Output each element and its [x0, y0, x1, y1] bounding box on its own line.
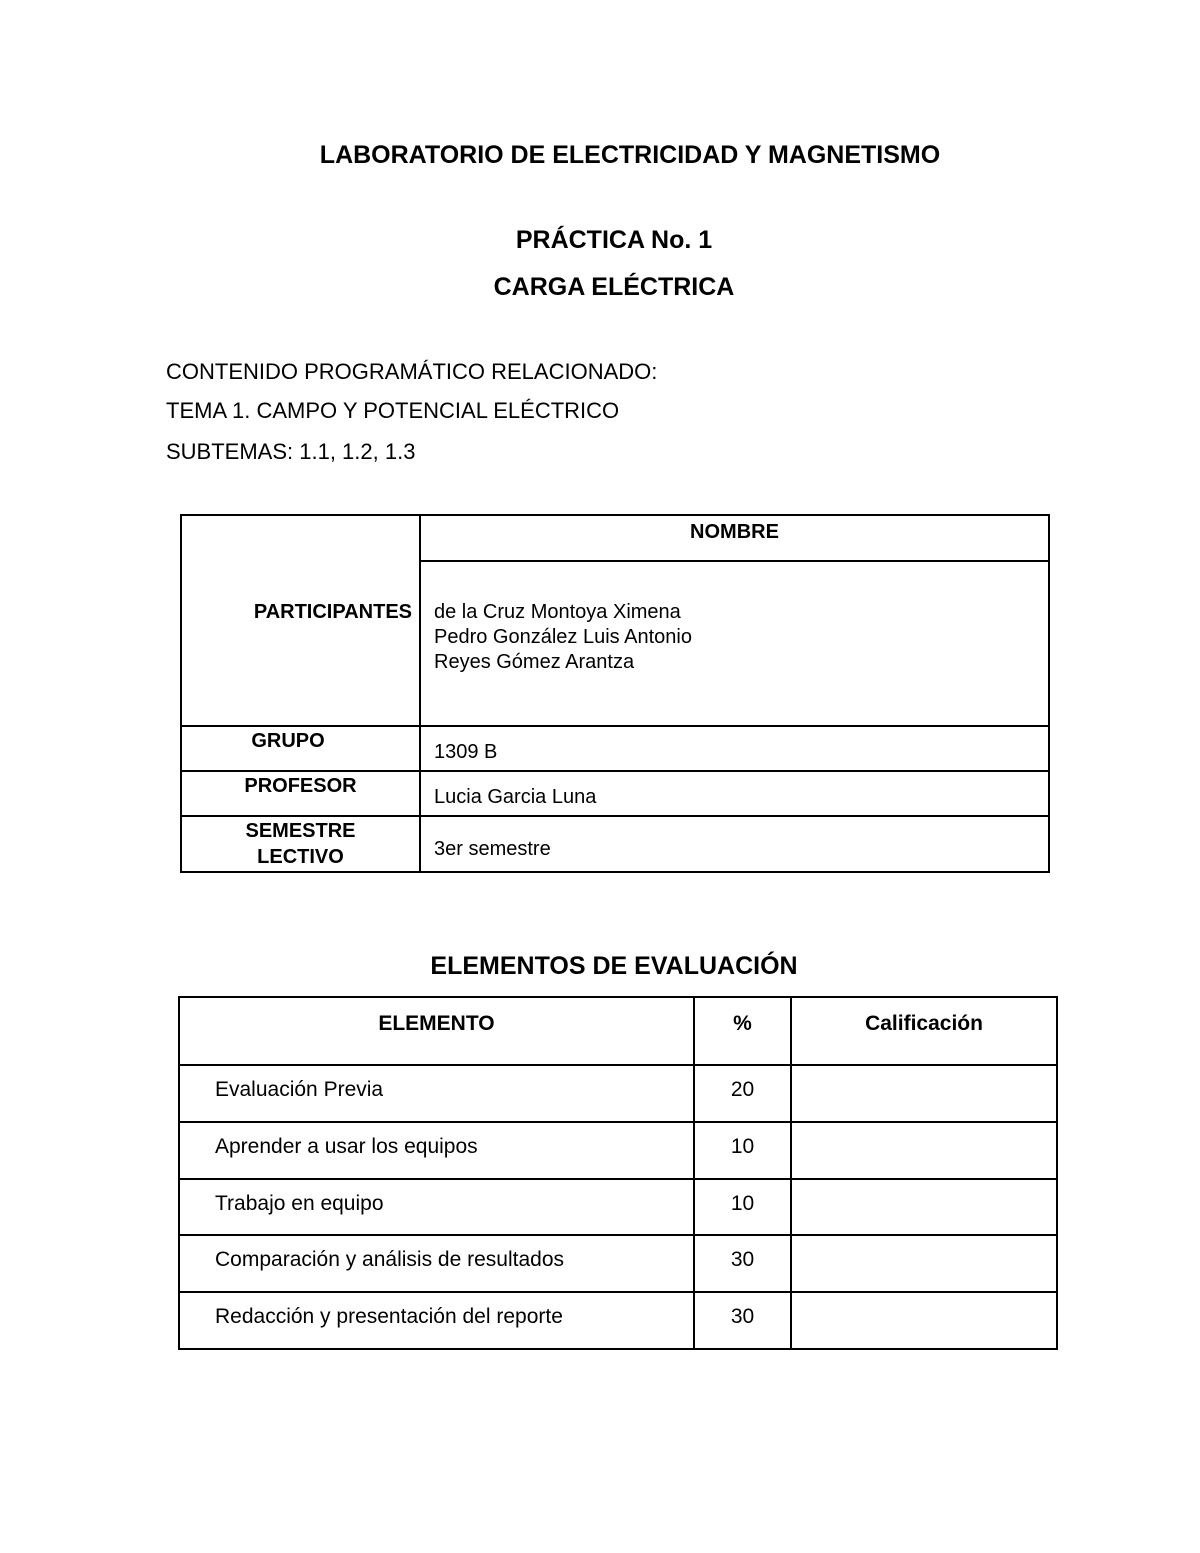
table-row [179, 1179, 1057, 1235]
participant-name: Reyes Gómez Arantza [434, 651, 635, 673]
element-cell: Comparación y análisis de resultados [179, 1235, 694, 1292]
participants-names-cell [420, 561, 1049, 726]
evaluation-heading: ELEMENTOS DE EVALUACIÓN [430, 952, 798, 980]
grade-header: Calificación [791, 997, 1057, 1065]
semester-label-line1: SEMESTRE [245, 820, 356, 842]
professor-label-cell [181, 771, 420, 816]
grade-cell [791, 1292, 1057, 1349]
table-row [179, 1122, 1057, 1179]
element-header: ELEMENTO [179, 997, 694, 1065]
practice-number: PRÁCTICA No. 1 [515, 226, 713, 254]
grade-cell [791, 1065, 1057, 1122]
group-label: GRUPO [251, 730, 325, 752]
semester-label-cell [181, 816, 420, 872]
topic-line: TEMA 1. CAMPO Y POTENCIAL ELÉCTRICO [166, 398, 620, 423]
subtopics-line: SUBTEMAS: 1.1, 1.2, 1.3 [166, 439, 416, 464]
practice-name: CARGA ELÉCTRICA [493, 273, 735, 301]
percent-cell: 30 [694, 1292, 791, 1349]
participant-name: de la Cruz Montoya Ximena [434, 601, 681, 623]
participant-name: Pedro González Luis Antonio [434, 626, 692, 648]
semester-label-line2: LECTIVO [257, 846, 344, 868]
professor-label: PROFESOR [244, 775, 357, 797]
element-cell: Trabajo en equipo [179, 1179, 694, 1235]
participants-table [180, 514, 1050, 873]
percent-header: % [694, 997, 791, 1065]
name-header: NOMBRE [690, 521, 779, 543]
group-value-cell [420, 726, 1049, 771]
element-cell: Aprender a usar los equipos [179, 1122, 694, 1179]
semester-value: 3er semestre [434, 838, 551, 860]
name-header-cell [420, 515, 1049, 561]
element-cell: Redacción y presentación del reporte [179, 1292, 694, 1349]
group-value: 1309 B [434, 741, 498, 763]
semester-value-cell [420, 816, 1049, 872]
percent-cell: 20 [694, 1065, 791, 1122]
professor-value-cell [420, 771, 1049, 816]
grade-cell [791, 1179, 1057, 1235]
table-row [179, 1065, 1057, 1122]
participants-label-cell [181, 515, 420, 726]
evaluation-table [178, 996, 1058, 1350]
percent-cell: 10 [694, 1122, 791, 1179]
content-label: CONTENIDO PROGRAMÁTICO RELACIONADO: [166, 359, 658, 384]
group-label-cell [181, 726, 420, 771]
table-row [179, 1235, 1057, 1292]
percent-cell: 10 [694, 1179, 791, 1235]
grade-cell [791, 1235, 1057, 1292]
professor-value: Lucia Garcia Luna [434, 786, 597, 808]
grade-cell [791, 1122, 1057, 1179]
element-cell: Evaluación Previa [179, 1065, 694, 1122]
percent-cell: 30 [694, 1235, 791, 1292]
participants-label: PARTICIPANTES [253, 601, 412, 623]
document-title: LABORATORIO DE ELECTRICIDAD Y MAGNETISMO [319, 141, 941, 169]
table-row [179, 1292, 1057, 1349]
